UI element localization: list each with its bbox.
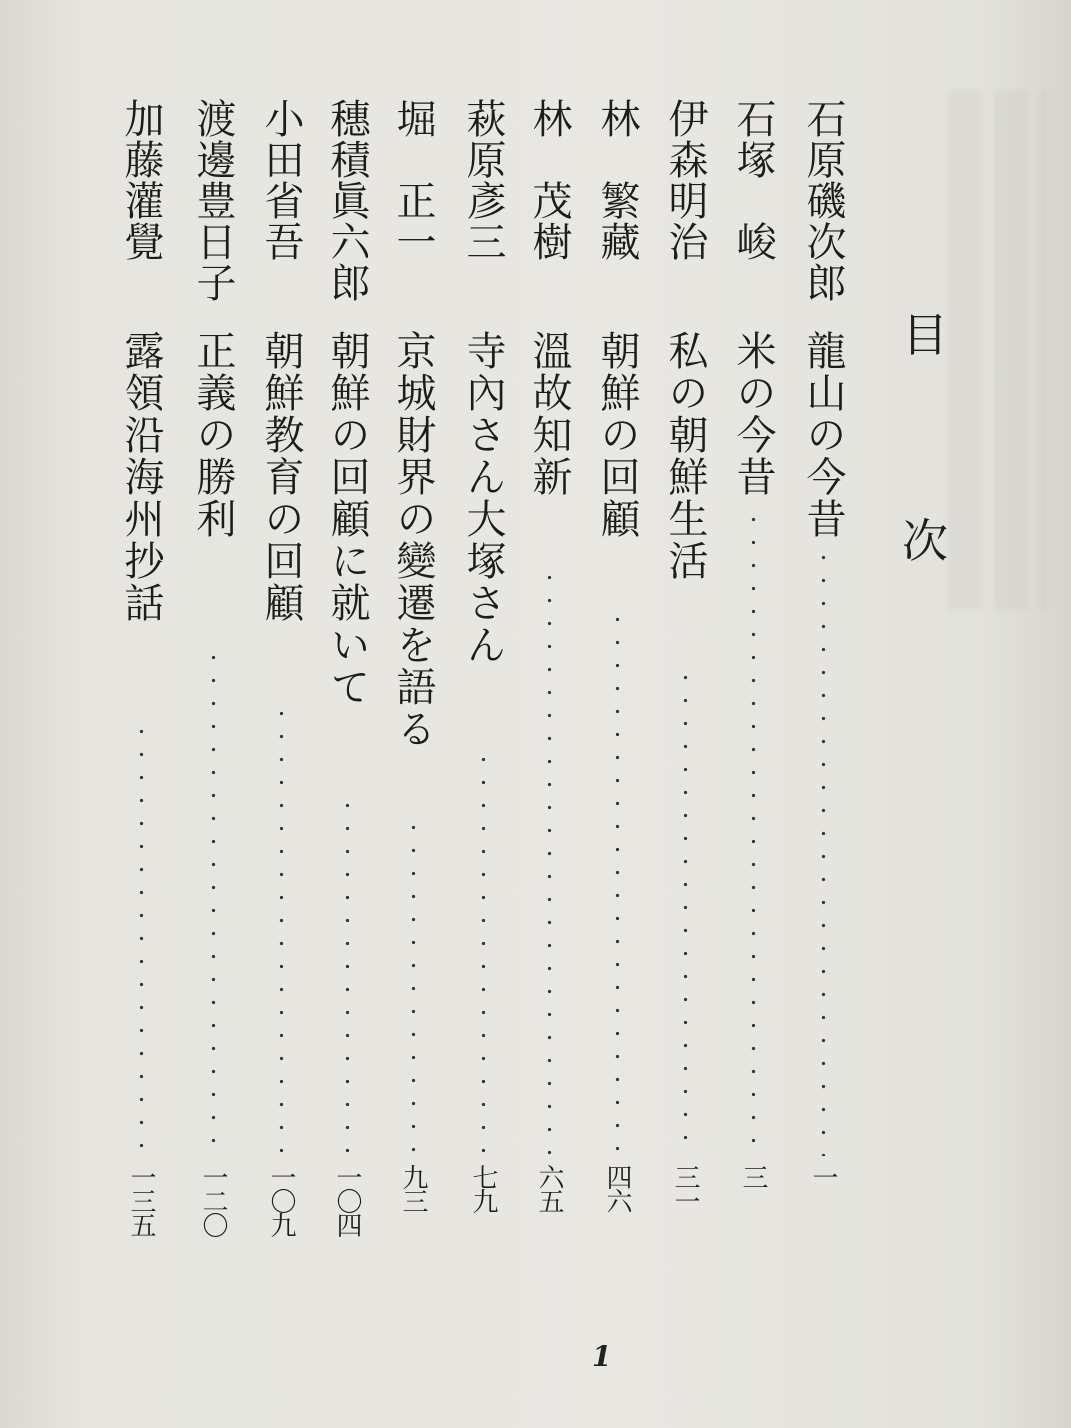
toc-heading-char-2: 次 [902, 514, 948, 568]
leader-dots [279, 702, 284, 1156]
entry-page: 一〇九 [266, 1164, 296, 1236]
entry-page: 一二〇 [198, 1164, 228, 1236]
entry-page: 九三 [398, 1164, 428, 1212]
entry-title: 朝鮮の回顧 [594, 330, 640, 540]
entry-page: 三 [738, 1164, 768, 1188]
entry-page: 一 [808, 1164, 838, 1188]
entry-author: 渡邊豊日子 [190, 98, 236, 303]
entry-author: 林 茂樹 [526, 98, 572, 262]
entry-author: 林 繁藏 [594, 98, 640, 262]
toc-entry[interactable] [656, 98, 714, 1268]
leader-dots [411, 816, 416, 1156]
entry-page: 七九 [468, 1164, 498, 1212]
entry-page: 一三五 [126, 1164, 156, 1236]
leader-dots [751, 508, 756, 1156]
entry-author: 石原磯次郎 [800, 98, 846, 303]
toc-entry[interactable] [252, 98, 310, 1268]
entry-title: 露領沿海州抄話 [118, 330, 164, 624]
leader-dots [683, 666, 688, 1156]
entry-title: 米の今昔 [730, 330, 776, 498]
leader-dots [821, 546, 826, 1156]
toc-entry[interactable] [520, 98, 578, 1268]
toc-entry[interactable] [454, 98, 512, 1268]
entry-author: 加藤灌覺 [118, 98, 164, 262]
entry-page: 三一 [670, 1164, 700, 1212]
entry-title: 京城財界の變遷を語る [390, 330, 436, 750]
toc-entry[interactable] [184, 98, 242, 1268]
toc-entry[interactable] [794, 98, 852, 1268]
entry-page: 一〇四 [332, 1164, 362, 1236]
entry-title: 私の朝鮮生活 [662, 330, 708, 582]
leader-dots [547, 566, 552, 1156]
entry-page: 四六 [602, 1164, 632, 1212]
bleed-through-text [948, 90, 1048, 610]
entry-title: 朝鮮教育の回顧 [258, 330, 304, 624]
entry-title: 寺內さん大塚さん [460, 330, 506, 666]
page-folio: 1 [592, 1340, 612, 1373]
entry-page: 六五 [534, 1164, 564, 1212]
entry-author: 石塚 峻 [730, 98, 776, 262]
toc-entry[interactable] [384, 98, 442, 1268]
entry-author: 伊森明治 [662, 98, 708, 262]
leader-dots [139, 720, 144, 1156]
toc-entry[interactable] [724, 98, 782, 1268]
leader-dots [481, 748, 486, 1156]
toc-entry[interactable] [318, 98, 376, 1268]
leader-dots [211, 646, 216, 1156]
entry-title: 龍山の今昔 [800, 330, 846, 540]
entry-title: 溫故知新 [526, 330, 572, 498]
toc-heading-char-1: 目 [902, 308, 948, 362]
entry-author: 小田省吾 [258, 98, 304, 262]
entry-title: 正義の勝利 [190, 330, 236, 540]
leader-dots [345, 794, 350, 1156]
entry-title: 朝鮮の回顧に就いて [324, 330, 370, 708]
leader-dots [615, 608, 620, 1156]
toc-entry[interactable] [588, 98, 646, 1268]
entry-author: 堀 正一 [390, 98, 436, 262]
entry-author: 穗積眞六郎 [324, 98, 370, 303]
entry-author: 萩原彥三 [460, 98, 506, 262]
toc-entry[interactable] [112, 98, 170, 1268]
